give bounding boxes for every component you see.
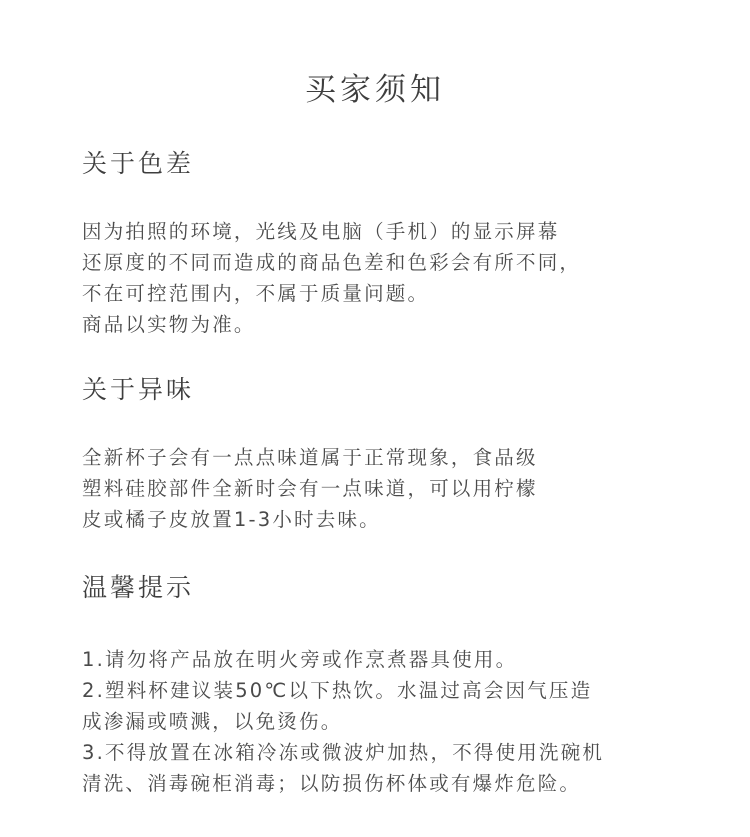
paragraph-line: 因为拍照的环境，光线及电脑（手机）的显示屏幕: [82, 220, 560, 243]
paragraph-line: 塑料硅胶部件全新时会有一点味道，可以用柠檬: [82, 477, 538, 500]
paragraph-line: 成渗漏或喷溅，以免烫伤。: [82, 710, 343, 733]
paragraph-line: 商品以实物为准。: [82, 313, 256, 336]
paragraph-line: 1.请勿将产品放在明火旁或作烹煮器具使用。: [82, 648, 518, 671]
section-body: [82, 216, 722, 340]
section-color-difference: [82, 146, 722, 340]
section-heading: 关于异味: [82, 375, 195, 404]
section-heading: 关于色差: [82, 149, 195, 178]
paragraph-line: 还原度的不同而造成的商品色差和色彩会有所不同，: [82, 251, 582, 274]
section-heading: 温馨提示: [82, 573, 195, 602]
page-title: 买家须知: [305, 72, 445, 108]
paragraph-line: 2.塑料杯建议装50℃以下热饮。水温过高会因气压造: [82, 679, 593, 702]
paragraph-line: 清洗、消毒碗柜消毒；以防损伤杯体或有爆炸危险。: [82, 772, 582, 795]
paragraph-line: 3.不得放置在冰箱冷冻或微波炉加热，不得使用洗碗机: [82, 741, 605, 764]
paragraph-line: 皮或橘子皮放置1-3小时去味。: [82, 508, 381, 531]
section-body: [82, 644, 722, 799]
paragraph-line: 不在可控范围内，不属于质量问题。: [82, 282, 430, 305]
section-tips: [82, 570, 722, 799]
section-body: [82, 442, 722, 535]
paragraph-line: 全新杯子会有一点点味道属于正常现象，食品级: [82, 446, 538, 469]
section-odor: [82, 372, 722, 535]
